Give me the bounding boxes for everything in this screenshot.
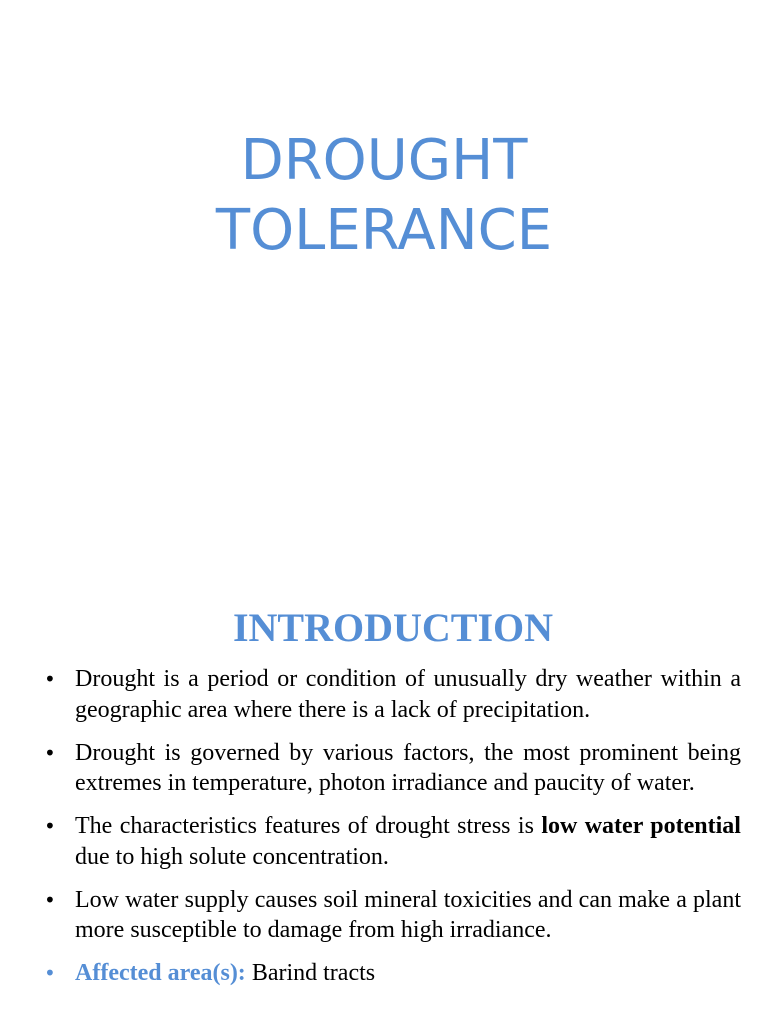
section-heading: INTRODUCTION: [232, 605, 554, 650]
slide-title: [0, 126, 768, 266]
bullet-list: [0, 664, 768, 1001]
bullet-item: [0, 811, 768, 872]
bullet-text: Barind tracts: [245, 960, 376, 986]
bullet-text: Drought is governed by various factors, the most prominent being extremes in temperature, photon irradiance and paucity of water.: [75, 739, 741, 796]
bullet-label: Affected area(s):: [75, 960, 246, 986]
bullet-dot-icon: •: [44, 667, 56, 691]
bullet-dot-icon: •: [44, 740, 56, 765]
bullet-item: [0, 664, 768, 725]
bullet-dot-icon: •: [44, 961, 56, 985]
bullet-text: The characteristics features of drought stress is: [75, 813, 542, 839]
bullet-bold-term: low water potential: [541, 813, 741, 839]
bullet-text: Low water supply causes soil mineral toxicities and can make a plant more susceptible to damage from high irradiance.: [75, 886, 741, 943]
bullet-dot-icon: •: [44, 887, 56, 912]
bullet-dot-icon: •: [44, 814, 56, 838]
bullet-text: Drought is a period or condition of unusually dry weather within a geographic area where there is a lack of precipitation.: [75, 666, 741, 723]
bullet-item: [0, 885, 768, 946]
title-line-1: DROUGHT: [240, 128, 528, 193]
bullet-text-tail: due to high solute concentration.: [75, 843, 389, 870]
title-line-2: TOLERANCE: [215, 198, 553, 263]
bullet-item-affected-areas: [0, 958, 768, 989]
bullet-item: [0, 738, 768, 799]
